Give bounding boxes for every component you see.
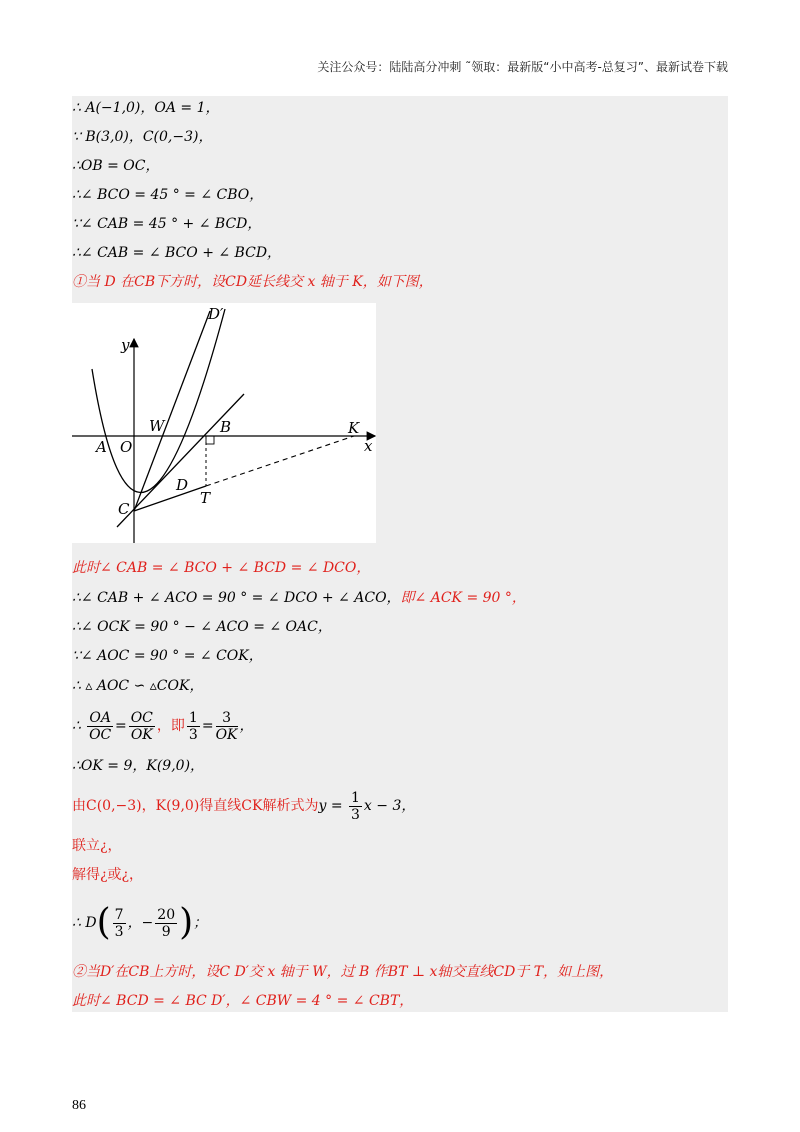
figure-svg bbox=[72, 303, 376, 543]
case-1-heading: ①当 D 在CB下方时，设CD延长线交 x 轴于 K，如下图， bbox=[72, 274, 433, 290]
line-9-conclusion: 即∠ ACK = 90 °， bbox=[400, 590, 526, 606]
line-18 bbox=[72, 900, 207, 946]
fraction-oc-ok bbox=[129, 710, 155, 743]
label-d: D bbox=[176, 476, 189, 494]
line-14: ∴OK = 9，K(9,0)， bbox=[72, 758, 205, 774]
fraction-denominator: 3 bbox=[188, 726, 198, 743]
right-paren: ) bbox=[179, 902, 194, 943]
line-13-prefix: ∴ bbox=[72, 718, 81, 734]
equals-sign: = bbox=[114, 718, 127, 734]
fraction-numerator: 1 bbox=[188, 709, 198, 726]
fraction-3-ok bbox=[216, 710, 238, 743]
line-13-end: ， bbox=[239, 718, 254, 734]
fraction-numerator: 20 bbox=[157, 906, 176, 923]
label-d-prime: D′ bbox=[208, 305, 224, 323]
line-20: 此时∠ BCD = ∠ BC D′，∠ CBW = 4 ° = ∠ CBT， bbox=[72, 993, 414, 1009]
line-cb bbox=[117, 394, 244, 527]
fraction-denominator: OC bbox=[89, 726, 112, 743]
fraction-numerator: 7 bbox=[114, 906, 124, 923]
line-1: ∴ A(−1,0)，OA = 1， bbox=[72, 100, 220, 116]
fraction-denominator: OK bbox=[215, 726, 238, 743]
line-18-prefix: ∴ D bbox=[72, 915, 97, 931]
line-15-lhs: y = bbox=[318, 798, 343, 814]
fraction-1-3 bbox=[349, 790, 362, 823]
page-number: 86 bbox=[72, 1098, 86, 1113]
line-18-end: ； bbox=[193, 915, 208, 931]
label-w: W bbox=[149, 417, 165, 435]
fraction-1-3 bbox=[187, 710, 200, 743]
fraction-numerator: OA bbox=[89, 709, 111, 726]
line-13-connector: ，即 bbox=[156, 718, 185, 734]
parabola bbox=[92, 309, 225, 492]
fraction-denominator: OK bbox=[130, 726, 153, 743]
label-b: B bbox=[220, 418, 232, 436]
line-15-rhs: x − 3， bbox=[363, 798, 416, 814]
label-k: K bbox=[348, 419, 360, 437]
line-15-text: 由C(0,−3)，K(9,0)得直线CK解析式为 bbox=[72, 798, 319, 814]
solution-block bbox=[72, 96, 728, 1012]
label-a: A bbox=[96, 438, 107, 456]
line-10: ∴∠ OCK = 90 ° − ∠ ACO = ∠ OAC， bbox=[72, 619, 332, 635]
geometry-figure bbox=[72, 303, 376, 543]
equals-sign: = bbox=[201, 718, 214, 734]
line-dk-dashed bbox=[206, 436, 354, 486]
right-angle-mark bbox=[206, 436, 214, 444]
line-12: ∴ ▵ AOC ∽ ▵COK， bbox=[72, 678, 204, 694]
line-3: ∴OB = OC， bbox=[72, 158, 160, 174]
line-9 bbox=[72, 588, 526, 608]
line-5: ∵∠ CAB = 45 ° + ∠ BCD， bbox=[72, 216, 262, 232]
label-y: y bbox=[121, 336, 130, 354]
line-9-main: ∴∠ CAB + ∠ ACO = 90 ° = ∠ DCO + ∠ ACO， bbox=[72, 590, 401, 606]
line-13 bbox=[72, 708, 254, 744]
line-11: ∵∠ AOC = 90 ° = ∠ COK， bbox=[72, 648, 263, 664]
label-o: O bbox=[120, 438, 133, 456]
line-8: 此时∠ CAB = ∠ BCO + ∠ BCD = ∠ DCO， bbox=[72, 560, 371, 576]
line-4: ∴∠ BCO = 45 ° = ∠ CBO， bbox=[72, 187, 264, 203]
fraction-numerator: OC bbox=[130, 709, 153, 726]
page-header: 关注公众号：陆陆高分冲刺 ˜领取：最新版“小中高考-总复习”、最新试卷下载 bbox=[317, 60, 728, 74]
fraction-7-3 bbox=[113, 907, 126, 940]
fraction-denominator: 3 bbox=[351, 806, 360, 823]
fraction-oa-oc bbox=[87, 710, 113, 743]
line-17: 解得¿或¿， bbox=[72, 867, 144, 883]
left-paren: ( bbox=[96, 902, 111, 943]
fraction-20-9 bbox=[155, 907, 177, 940]
line-cd-prime bbox=[134, 311, 210, 511]
fraction-numerator: 1 bbox=[351, 789, 360, 806]
line-18-sep: ，− bbox=[127, 915, 154, 931]
line-6: ∴∠ CAB = ∠ BCO + ∠ BCD， bbox=[72, 245, 282, 261]
label-t: T bbox=[200, 489, 211, 507]
label-c: C bbox=[118, 500, 130, 518]
line-15 bbox=[72, 788, 415, 824]
fraction-numerator: 3 bbox=[216, 710, 238, 727]
fraction-denominator: 3 bbox=[114, 923, 124, 940]
line-16: 联立¿， bbox=[72, 838, 122, 854]
fraction-denominator: 9 bbox=[161, 923, 171, 940]
label-x: x bbox=[364, 437, 373, 455]
case-2-heading: ②当D′在CB上方时，设C D′交 x 轴于 W，过 B 作BT ⊥ x轴交直线CD于 T，如上图， bbox=[72, 964, 614, 980]
line-2: ∵ B(3,0)，C(0,−3)， bbox=[72, 129, 213, 145]
